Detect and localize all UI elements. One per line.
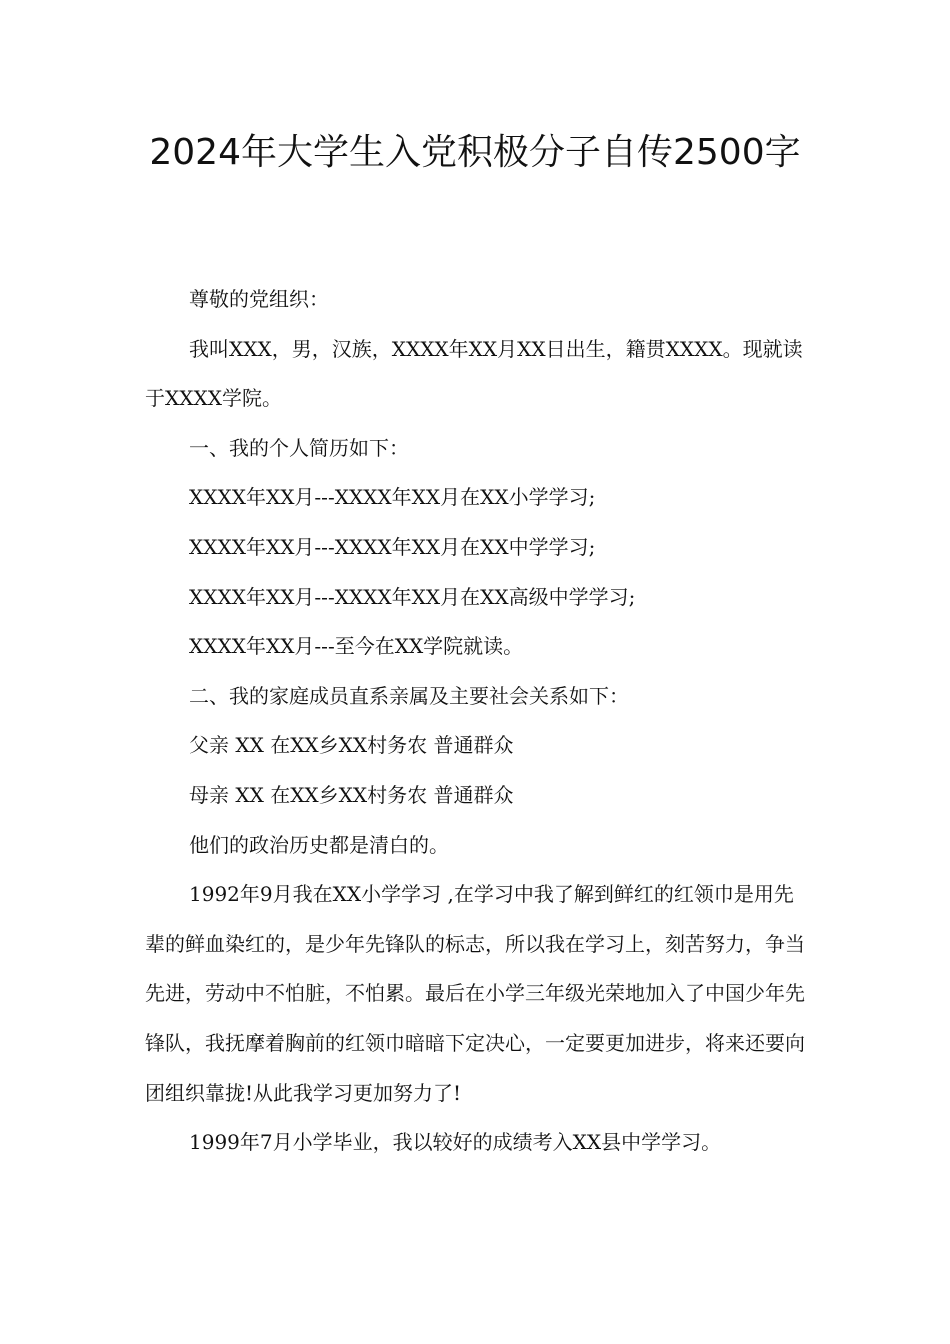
section-heading-resume: 一、我的个人简历如下： — [189, 435, 409, 460]
family-member: 父亲 XX 在XX乡XX村务农 普通群众 — [189, 733, 514, 758]
resume-item: XXXX年XX月---至今在XX学院就读。 — [189, 634, 524, 659]
salutation: 尊敬的党组织： — [189, 287, 329, 311]
paragraph-1992: 1992年9月我在XX小学学习 ,在学习中我了解到鲜红的红领巾是用先辈的鲜血染红的，是少年先锋队的标志，所以我在学习上，刻苦努力，争当先进，劳动中不怕脏，不怕累。最后在小学三年级光荣地加入了中国少年先锋队，我抚摩着胸前的红领巾暗暗下定决心，一定要更加进步，将来还要向团组织靠拢!从此我学习更加努力了! — [145, 882, 805, 1105]
resume-item: XXXX年XX月---XXXX年XX月在XX小学学习; — [189, 485, 596, 510]
intro-paragraph: 我叫XXX，男，汉族，XXXX年XX月XX日出生，籍贯XXXX。现就读于XXXX学院。 — [145, 336, 803, 411]
family-member: 母亲 XX 在XX乡XX村务农 普通群众 — [189, 782, 514, 807]
section-heading-family: 二、我的家庭成员直系亲属及主要社会关系如下： — [189, 683, 629, 708]
resume-item: XXXX年XX月---XXXX年XX月在XX中学学习; — [189, 534, 596, 559]
paragraph-1999: 1999年7月小学毕业，我以较好的成绩考入XX县中学学习。 — [189, 1130, 722, 1155]
document-title: 2024年大学生入党积极分子自传2500字 — [149, 132, 801, 173]
resume-item: XXXX年XX月---XXXX年XX月在XX高级中学学习; — [189, 584, 636, 609]
document-body — [145, 275, 807, 1168]
family-note: 他们的政治历史都是清白的。 — [189, 832, 449, 857]
